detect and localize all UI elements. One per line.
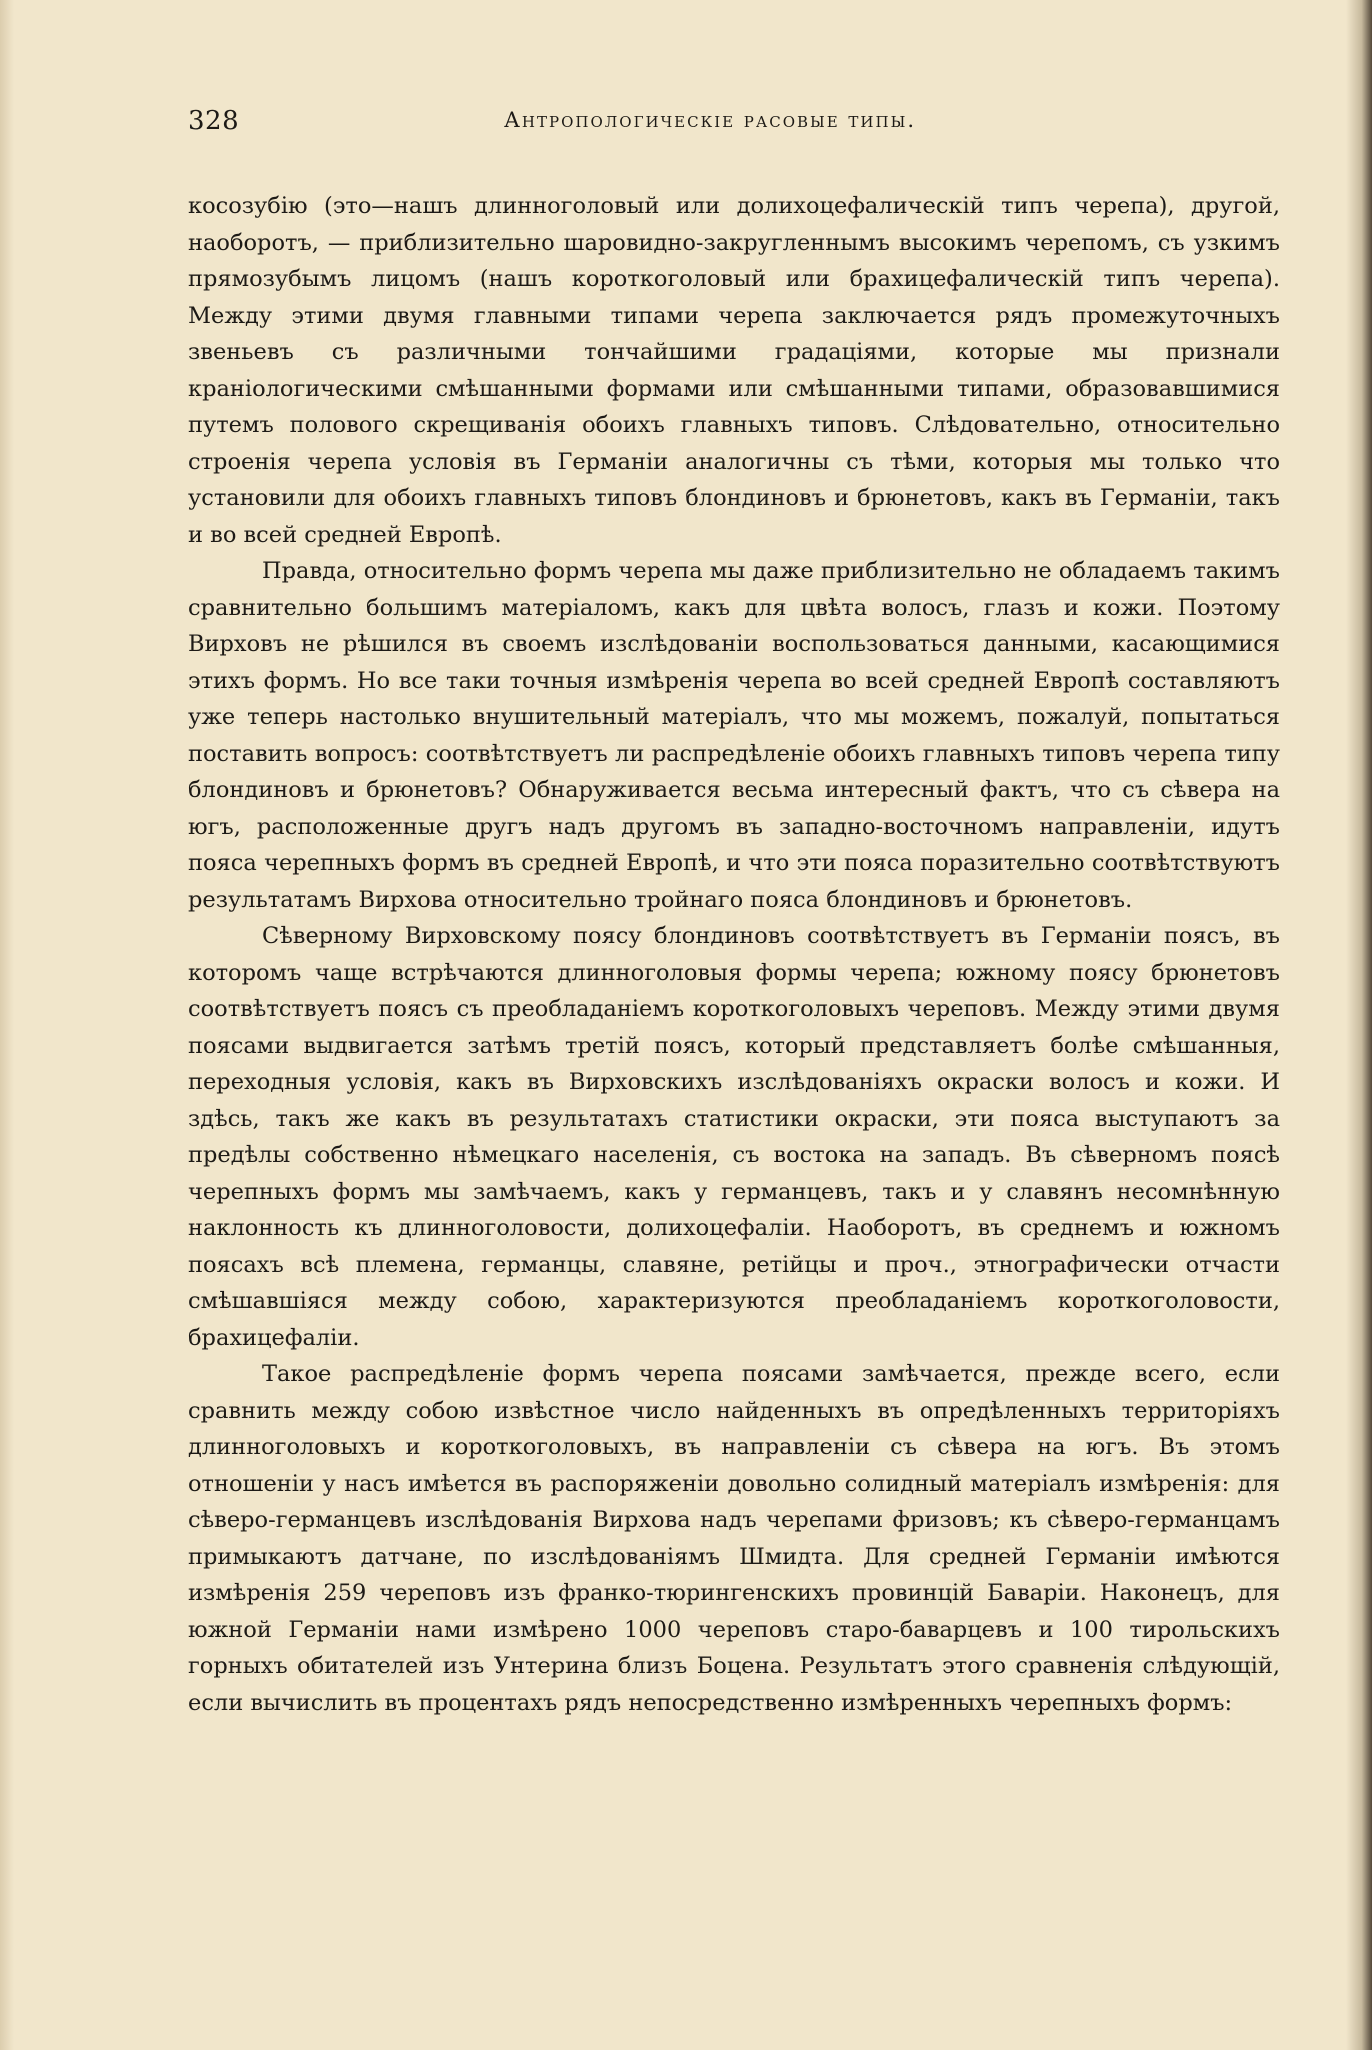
page-header: [188, 106, 1188, 146]
paragraph-4: Такое распредѣленіе формъ черепа поясами замѣчается, прежде всего, если сравнить между собою извѣстное число найденныхъ въ опредѣленныхъ территоріяхъ длинноголовыхъ и короткоголовыхъ, въ направленіи съ сѣвера на югъ. Въ этомъ отношеніи у насъ имѣется въ распоряженіи довольно солидный матеріалъ измѣренія: для сѣверо-германцевъ изслѣдованія Вирхова надъ черепами фризовъ; къ сѣверо-германцамъ примыкаютъ датчане, по изслѣдованіямъ Шмидта. Для средней Германіи имѣются измѣренія 259 череповъ изъ франко-тюрингенскихъ провинцій Баваріи. Наконецъ, для южной Германіи нами измѣрено 1000 череповъ старо-баварцевъ и 100 тирольскихъ горныхъ обитателей изъ Унтерина близъ Боцена. Результатъ этого сравненія слѣдующій, если вычислить въ процентахъ рядъ непосредственно измѣренныхъ черепныхъ формъ:: [188, 1361, 1280, 1716]
page-gutter-shadow: [0, 0, 14, 2050]
page-number: 328: [188, 106, 240, 136]
paragraph-2: Правда, относительно формъ черепа мы даже приблизительно не обладаемъ такимъ сравнительно большимъ матеріаломъ, какъ для цвѣта волосъ, глазъ и кожи. Поэтому Вирховъ не рѣшился въ своемъ изслѣдованіи воспользоваться данными, касающимися этихъ формъ. Но все таки точныя измѣренія черепа во всей средней Европѣ составляютъ уже теперь настолько внушительный матеріалъ, что мы можемъ, пожалуй, попытаться поставить вопросъ: соотвѣтствуетъ ли распредѣленіе обоихъ главныхъ типовъ черепа типу блондиновъ и брюнетовъ? Обнаруживается весьма интересный фактъ, что съ сѣвера на югъ, расположенные другъ надъ другомъ въ западно-восточномъ направленіи, идутъ пояса черепныхъ формъ въ средней Европѣ, и что эти пояса поразительно соотвѣтствуютъ результатамъ Вирхова относительно тройнаго пояса блондиновъ и брюнетовъ.: [188, 558, 1280, 913]
paragraph-1: косозубію (это—нашъ длинноголовый или долихоцефалическій типъ черепа), другой, наоборотъ, — приблизительно шаровидно-закругленнымъ высокимъ черепомъ, съ узкимъ прямозубымъ лицомъ (нашъ короткоголовый или брахицефалическій типъ черепа). Между этими двумя главными типами черепа заключается рядъ промежуточныхъ звеньевъ съ различными тончайшими градаціями, которые мы признали краніологическими смѣшанными формами или смѣшанными типами, образовавшимися путемъ полового скрещиванія обоихъ главныхъ типовъ. Слѣдовательно, относительно строенія черепа условія въ Германіи аналогичны съ тѣми, которыя мы только что установили для обоихъ главныхъ типовъ блондиновъ и брюнетовъ, какъ въ Германіи, такъ и во всей средней Европѣ.: [188, 193, 1280, 548]
paragraph-3: Сѣверному Вирховскому поясу блондиновъ соотвѣтствуетъ въ Германіи поясъ, въ которомъ чаще встрѣчаются длинноголовыя формы черепа; южному поясу брюнетовъ соотвѣтствуетъ поясъ съ преобладаніемъ короткоголовыхъ череповъ. Между этими двумя поясами выдвигается затѣмъ третій поясъ, который представляетъ болѣе смѣшанныя, переходныя условія, какъ въ Вирховскихъ изслѣдованіяхъ окраски волосъ и кожи. И здѣсь, такъ же какъ въ результатахъ статистики окраски, эти пояса выступаютъ за предѣлы собственно нѣмецкаго населенія, съ востока на западъ. Въ сѣверномъ поясѣ черепныхъ формъ мы замѣчаемъ, какъ у германцевъ, такъ и у славянъ несомнѣнную наклонность къ длинноголовости, долихоцефаліи. Наоборотъ, въ среднемъ и южномъ поясахъ всѣ племена, германцы, славяне, ретійцы и проч., этнографически отчасти смѣшавшіяся между собою, характеризуются преобладаніемъ короткоголовости, брахицефаліи.: [188, 923, 1280, 1351]
page-edge-shadow: [1346, 0, 1372, 2050]
running-title: Антропологическіе расовые типы.: [504, 108, 916, 132]
body-text: [188, 188, 1280, 1721]
